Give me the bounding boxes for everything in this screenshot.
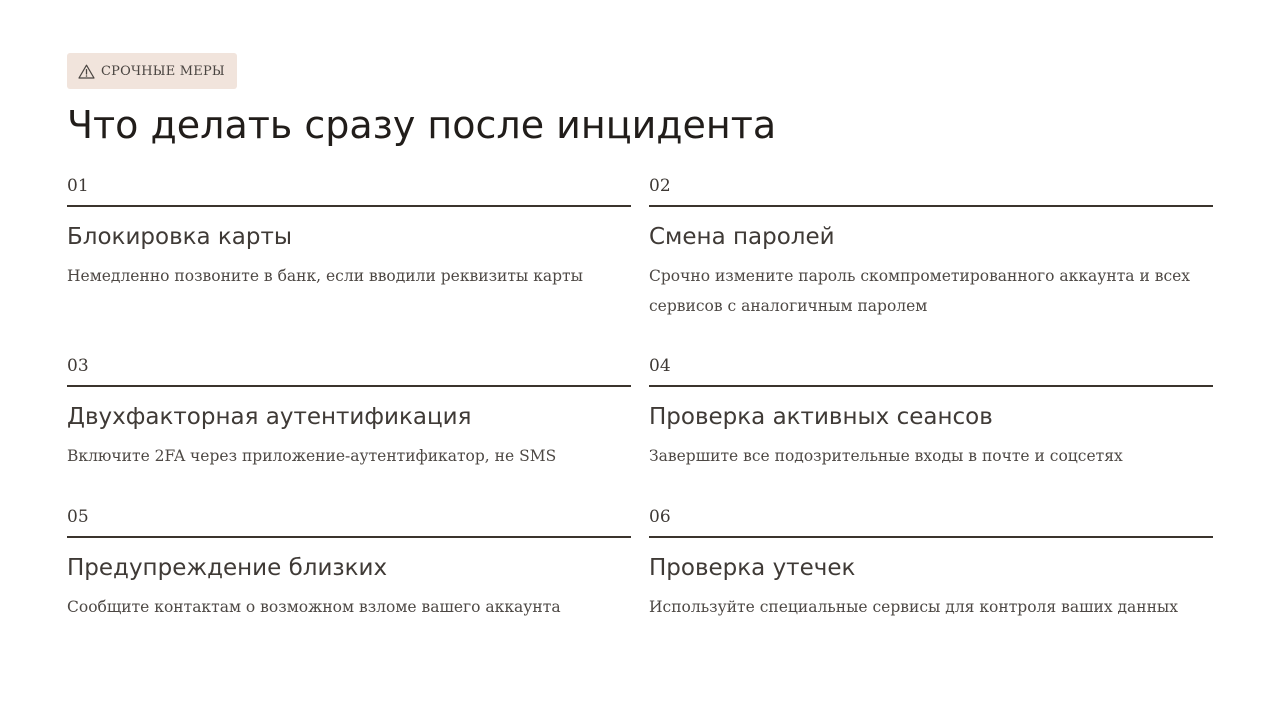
step-title: Предупреждение близких [67, 555, 388, 581]
step-card-warn-contacts [67, 507, 631, 622]
step-description: Сообщите контактам о возможном взломе вашего аккаунта [67, 598, 561, 616]
step-card-sessions [649, 356, 1213, 471]
step-title: Проверка утечек [649, 555, 856, 581]
step-card-2fa [67, 356, 631, 471]
step-title: Блокировка карты [67, 224, 293, 250]
step-divider [649, 536, 1213, 538]
step-description: Срочно измените пароль скомпрометированного аккаунта и всех сервисов с аналогичным паролем [649, 267, 1191, 315]
step-divider [67, 205, 631, 207]
step-divider [67, 536, 631, 538]
step-number: 04 [649, 356, 671, 376]
step-divider [67, 385, 631, 387]
step-divider [649, 385, 1213, 387]
step-card-passwords [649, 176, 1213, 321]
step-number: 03 [67, 356, 89, 376]
step-description: Немедленно позвоните в банк, если вводили реквизиты карты [67, 267, 583, 285]
step-description: Завершите все подозрительные входы в почте и соцсетях [649, 447, 1123, 465]
badge-label: СРОЧНЫЕ МЕРЫ [101, 63, 225, 79]
step-title: Проверка активных сеансов [649, 404, 993, 430]
urgent-measures-badge [67, 53, 237, 89]
step-card-blocking [67, 176, 631, 291]
warning-triangle-icon [78, 64, 95, 79]
step-title: Смена паролей [649, 224, 835, 250]
step-title: Двухфакторная аутентификация [67, 404, 472, 430]
step-divider [649, 205, 1213, 207]
step-number: 05 [67, 507, 89, 527]
step-number: 01 [67, 176, 89, 196]
step-description: Включите 2FA через приложение-аутентификатор, не SMS [67, 447, 557, 465]
step-number: 06 [649, 507, 671, 527]
step-description: Используйте специальные сервисы для контроля ваших данных [649, 598, 1179, 616]
page-title: Что делать сразу после инцидента [67, 103, 777, 147]
step-number: 02 [649, 176, 671, 196]
step-card-leak-check [649, 507, 1213, 622]
